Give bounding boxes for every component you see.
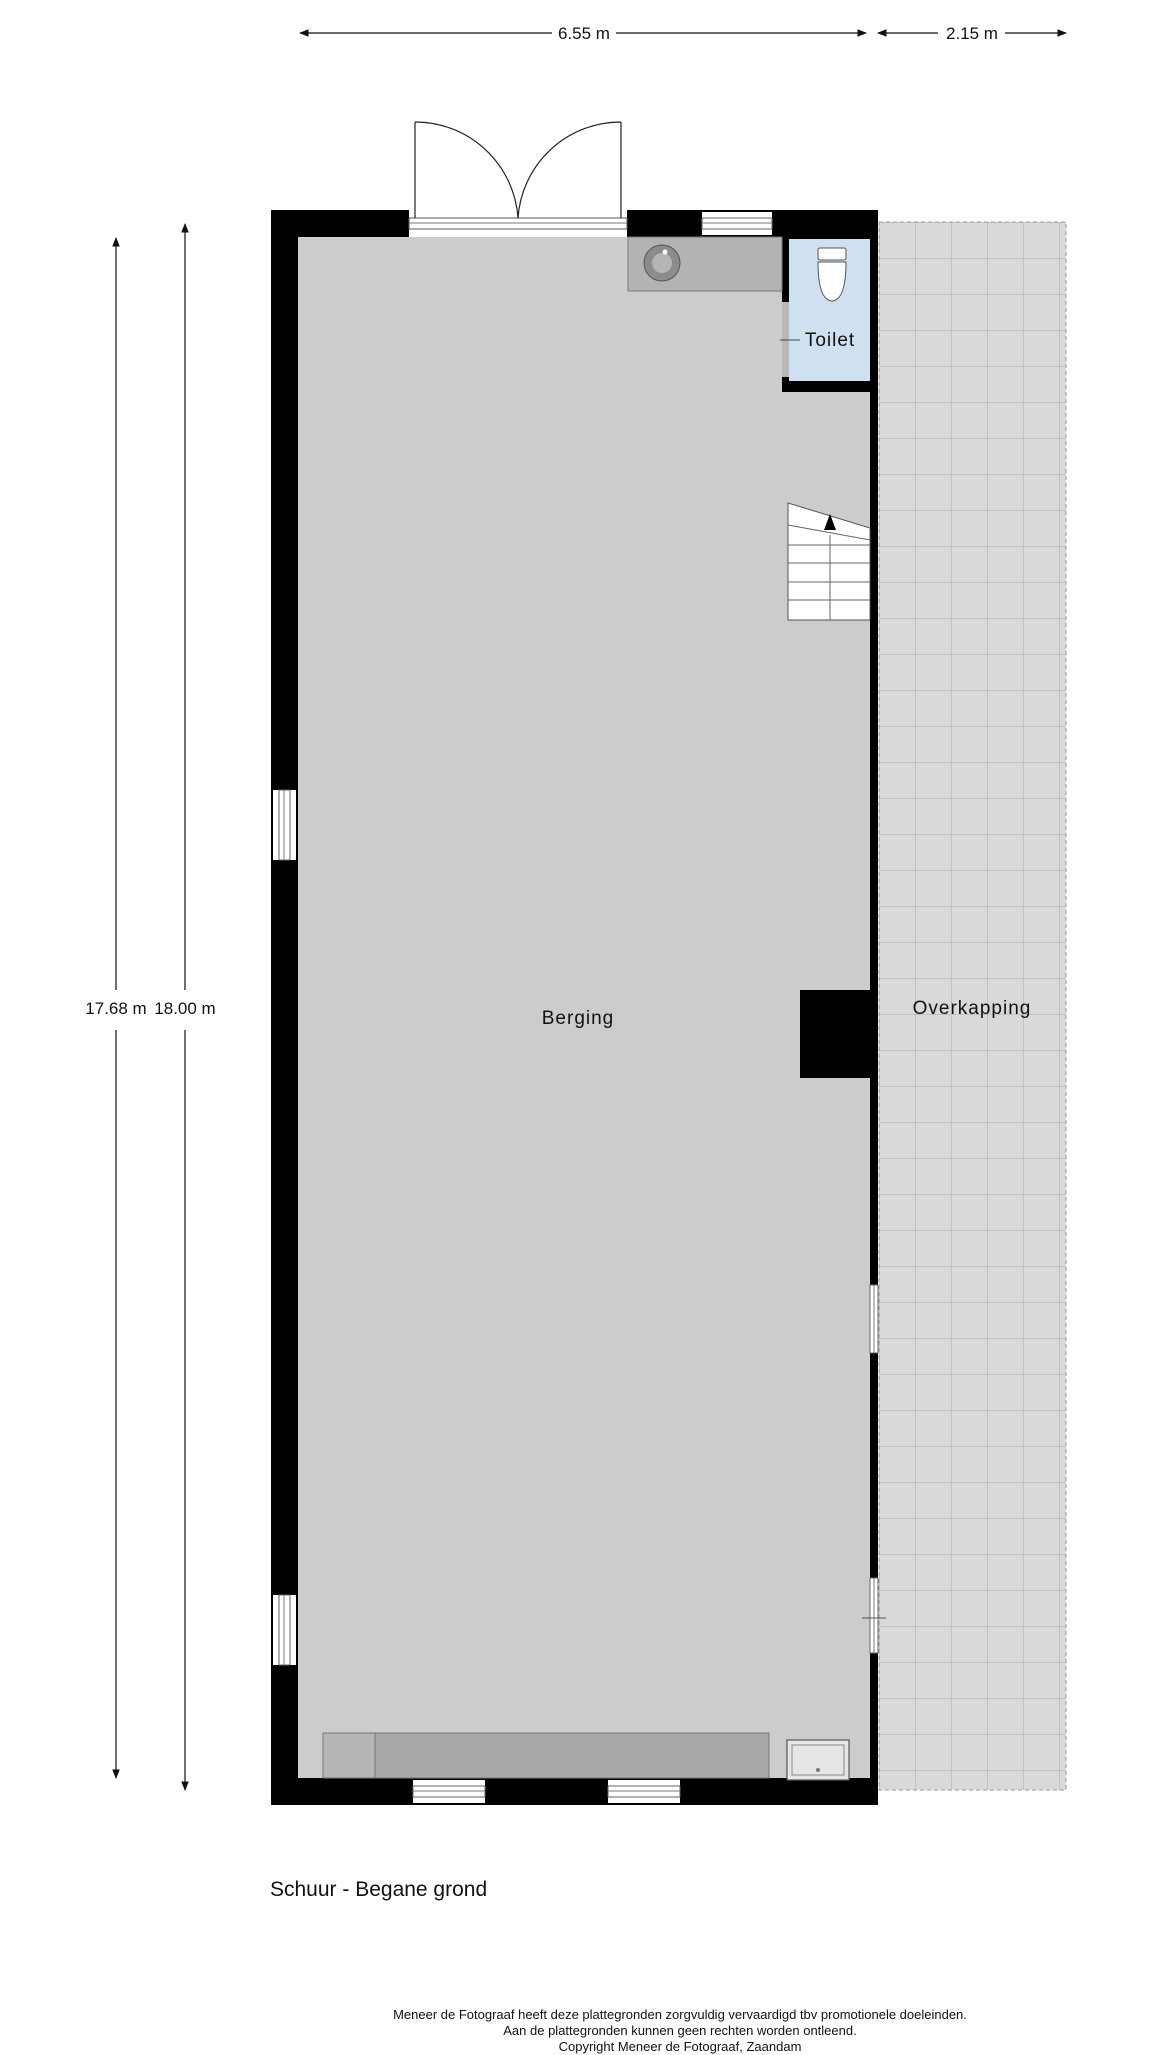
- dimension-left-outer: [154, 224, 215, 1790]
- pillar-block: [800, 990, 875, 1078]
- toilet-icon: [818, 248, 846, 301]
- utility-sink: [787, 1740, 849, 1780]
- dimension-label-left-outer: 18.00 m: [154, 999, 216, 1018]
- window-bottom-left: [413, 1780, 485, 1803]
- window-bottom-right: [608, 1780, 680, 1803]
- window-left-lower: [273, 1595, 296, 1665]
- dimension-label-top-side: 2.15 m: [946, 24, 998, 43]
- dimension-label-left-inner: 17.68 m: [85, 999, 147, 1018]
- disclaimer-line-3: Copyright Meneer de Fotograaf, Zaandam: [558, 2039, 802, 2054]
- window-left-upper: [273, 790, 296, 860]
- double-door: [409, 122, 627, 237]
- room-label-overkapping: Overkapping: [912, 998, 1032, 1019]
- room-label-berging: Berging: [541, 1008, 615, 1029]
- window-top-right: [702, 212, 772, 235]
- disclaimer-line-2: Aan de plattegronden kunnen geen rechten worden ontleend.: [503, 2023, 857, 2038]
- dimension-top-main: [300, 24, 866, 43]
- window-right-1: [870, 1285, 878, 1353]
- dimension-label-top-main: 6.55 m: [558, 24, 610, 43]
- floor-title: Schuur - Begane grond: [270, 1878, 488, 1901]
- dimension-top-side: [878, 24, 1066, 43]
- dimension-left-inner: [85, 238, 146, 1778]
- disclaimer-line-1: Meneer de Fotograaf heeft deze plattegronden zorgvuldig vervaardigd tbv promotionele doeleinden.: [393, 2007, 967, 2022]
- counter-with-sink: [628, 237, 782, 291]
- workbench: [323, 1733, 769, 1778]
- room-label-toilet: Toilet: [804, 330, 856, 351]
